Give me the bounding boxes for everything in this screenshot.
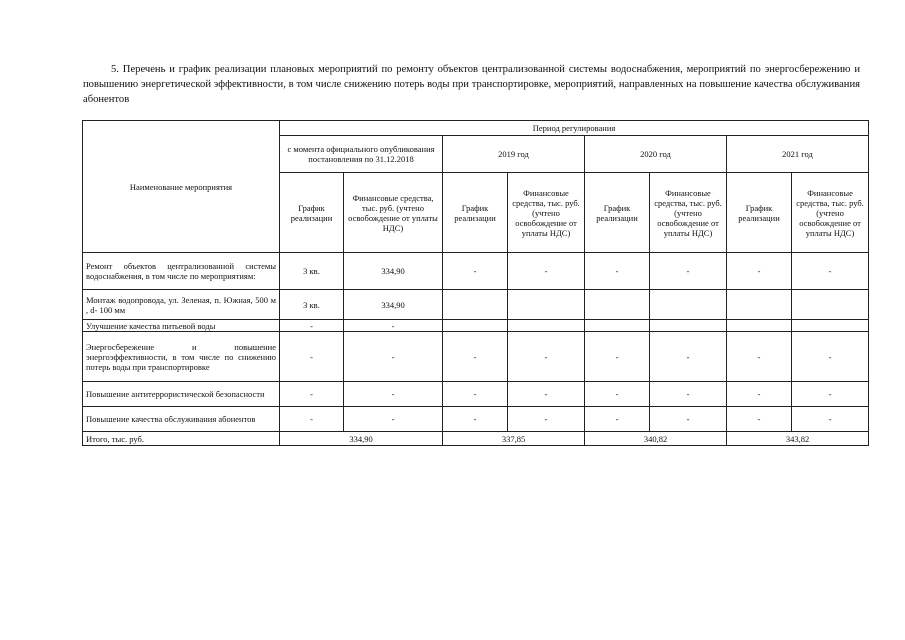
table-cell: - <box>344 320 443 332</box>
subheader-schedule: График реализации <box>727 173 792 253</box>
table-cell: - <box>280 407 344 432</box>
table-cell: - <box>792 253 869 290</box>
period-header: Период регулирования <box>280 121 869 136</box>
total-value: 334,90 <box>280 432 443 446</box>
table-cell: - <box>727 382 792 407</box>
total-value: 343,82 <box>727 432 869 446</box>
table-row <box>83 332 869 382</box>
table-cell: - <box>280 332 344 382</box>
row-name: Монтаж водопровода, ул. Зеленая, п. Южная, 500 м , d- 100 мм <box>83 290 280 320</box>
section-heading <box>83 62 860 107</box>
table-cell <box>727 320 792 332</box>
table-cell: - <box>508 253 585 290</box>
table-cell: - <box>344 332 443 382</box>
table-cell: 334,90 <box>344 290 443 320</box>
table-cell: - <box>280 320 344 332</box>
table-cell: - <box>650 407 727 432</box>
table-cell: - <box>792 407 869 432</box>
table-cell <box>792 290 869 320</box>
name-column-header: Наименование мероприятия <box>83 121 280 253</box>
table-cell: - <box>585 253 650 290</box>
total-row <box>83 432 869 446</box>
subheader-schedule: График реализации <box>585 173 650 253</box>
table-cell <box>585 320 650 332</box>
table-cell: - <box>792 332 869 382</box>
table-cell: 3 кв. <box>280 253 344 290</box>
table-cell <box>727 290 792 320</box>
heading-text: 5. Перечень и график реализации плановых мероприятий по ремонту объектов централизованной системы водоснабжения, мероприятий по энергосбережению и повышению энергетической эффективности, в том числе снижению потерь воды при транспортировке, мероприятий, направленных на повышение качества обслуживания абонентов <box>83 64 860 105</box>
table-cell: - <box>443 407 508 432</box>
table-cell: - <box>443 332 508 382</box>
table-cell: - <box>727 332 792 382</box>
total-label: Итого, тыс. руб. <box>83 432 280 446</box>
subheader-finance: Финансовые средства, тыс. руб. (учтено освобождение от уплаты НДС) <box>650 173 727 253</box>
table-cell: - <box>792 382 869 407</box>
table-cell: - <box>508 382 585 407</box>
row-name: Улучшение качества питьевой воды <box>83 320 280 332</box>
table-cell: - <box>650 382 727 407</box>
table-cell: - <box>280 382 344 407</box>
subheader-finance: Финансовые средства, тыс. руб. (учтено освобождение от уплаты НДС) <box>792 173 869 253</box>
row-name: Энергосбережение и повышение энергоэффективности, в том числе по снижению потерь воды при транспортировке <box>83 332 280 382</box>
table-cell: - <box>508 407 585 432</box>
period-header-2019: 2019 год <box>443 136 585 173</box>
table-cell <box>443 320 508 332</box>
total-value: 340,82 <box>585 432 727 446</box>
row-name: Повышение антитеррористической безопасности <box>83 382 280 407</box>
subheader-schedule: График реализации <box>280 173 344 253</box>
row-name: Повышение качества обслуживания абонентов <box>83 407 280 432</box>
table-cell: - <box>585 407 650 432</box>
row-name: Ремонт объектов централизованной системы водоснабжения, в том числе по мероприятиям: <box>83 253 280 290</box>
table-cell: 334,90 <box>344 253 443 290</box>
table-row <box>83 407 869 432</box>
table-cell: - <box>650 253 727 290</box>
table-cell: - <box>443 253 508 290</box>
table-row <box>83 382 869 407</box>
total-value: 337,85 <box>443 432 585 446</box>
table-cell <box>443 290 508 320</box>
table-row <box>83 320 869 332</box>
table-cell: - <box>585 382 650 407</box>
table-cell <box>508 290 585 320</box>
table-row <box>83 253 869 290</box>
subheader-finance: Финансовые средства, тыс. руб. (учтено освобождение от уплаты НДС) <box>344 173 443 253</box>
table-cell: - <box>727 253 792 290</box>
table-cell <box>508 320 585 332</box>
table-row <box>83 290 869 320</box>
table-cell: - <box>650 332 727 382</box>
table-cell <box>650 320 727 332</box>
table-cell: - <box>585 332 650 382</box>
table-cell <box>792 320 869 332</box>
table-cell: - <box>344 407 443 432</box>
table-cell: - <box>344 382 443 407</box>
activities-table <box>82 120 869 446</box>
table-cell <box>585 290 650 320</box>
table-cell: 3 кв. <box>280 290 344 320</box>
table-cell: - <box>443 382 508 407</box>
period-header-initial: с момента официального опубликования постановления по 31.12.2018 <box>280 136 443 173</box>
subheader-schedule: График реализации <box>443 173 508 253</box>
period-header-2021: 2021 год <box>727 136 869 173</box>
table-cell <box>650 290 727 320</box>
period-header-2020: 2020 год <box>585 136 727 173</box>
table-cell: - <box>508 332 585 382</box>
table-cell: - <box>727 407 792 432</box>
subheader-finance: Финансовые средства, тыс. руб. (учтено освобождение от уплаты НДС) <box>508 173 585 253</box>
